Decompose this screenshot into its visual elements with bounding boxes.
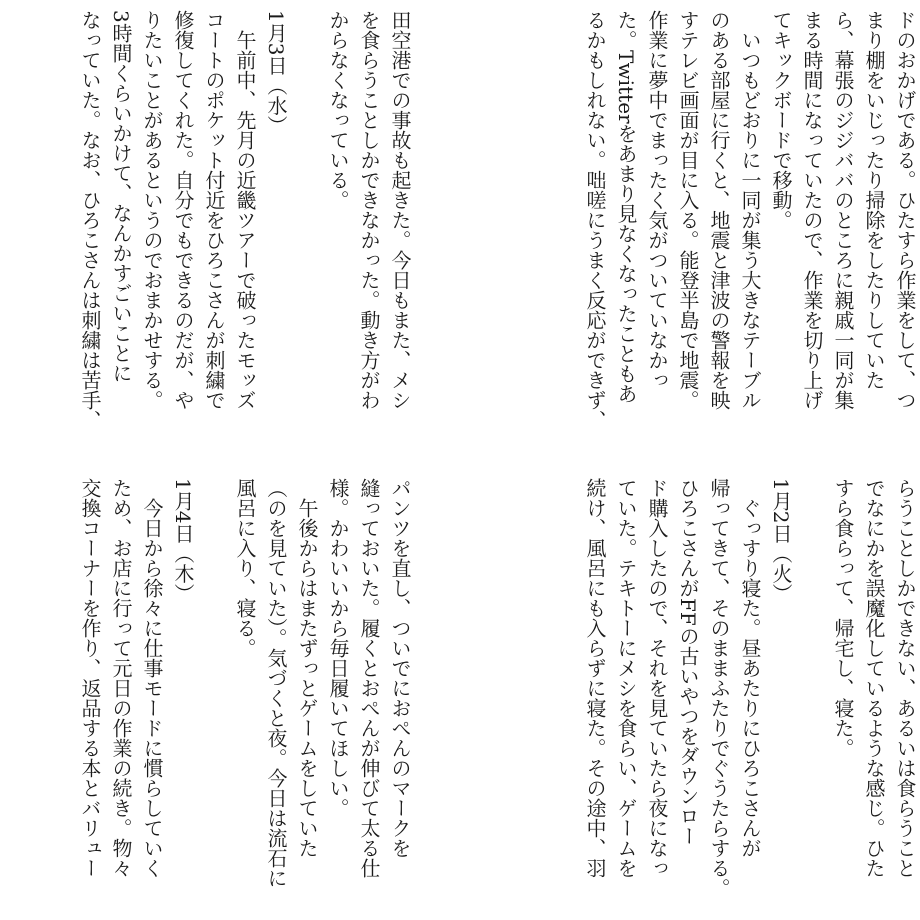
text-line: 縫っておいた。履くとおぺんが伸びて太る仕: [357, 478, 381, 878]
text-line: まる時間になっていたので、作業を切り上げ: [800, 10, 824, 410]
text-line: なっていた。なお、ひろこさんは刺繍は苦手、: [78, 10, 102, 430]
text-line: ドのおかげである。ひたすら作業をして、つ: [893, 10, 917, 410]
text-line: 続け、風呂にも入らずに寝た。その途中、羽: [583, 478, 607, 878]
date-heading: 1月2日（火）: [769, 478, 793, 604]
text-line: りたいことがあるというのでおまかせする。: [140, 10, 164, 410]
text-line: 風呂に入り、寝る。: [233, 478, 257, 658]
text-line: 帰ってきて、そのままふたりでぐうたらする。: [707, 478, 731, 898]
text-line: ひろこさんがFFの古いやつをダウンロー: [676, 478, 700, 846]
text-line: 3時間くらいかけて、なんかすごいことに: [109, 10, 133, 383]
text-line: からなくなっている。: [326, 10, 350, 210]
text-line: 田空港での事故も起きた。今日もまた、メシ: [388, 10, 412, 410]
text-line: ため、お店に行って元日の作業の続き。物々: [109, 478, 133, 878]
text-line: のある部屋に行くと、地震と津波の警報を映: [707, 10, 731, 410]
text-line: でなにかを誤魔化しているような感じ。ひた: [862, 478, 886, 878]
date-heading: 1月3日（水）: [264, 10, 288, 136]
text-line: パンツを直し、ついでにおぺんのマークを: [388, 478, 412, 858]
text-line: らうことしかできない、あるいは食らうこと: [893, 478, 917, 878]
text-line: まり棚をいじったり掃除をしたりしていた: [862, 10, 886, 390]
text-block-top-left: [0, 10, 415, 442]
text-line: （のを見ていた）。気づくと夜。今日は流石に: [264, 478, 288, 888]
text-block-top-right: [540, 10, 920, 442]
text-line: 今日から徐々に仕事モードに慣らしていく: [140, 478, 164, 878]
text-block-bottom-right: [540, 478, 920, 920]
blank-line: [291, 10, 322, 442]
text-line: るかもしれない。咄嗟にうまく反応ができず、: [583, 10, 607, 430]
text-line: てキックボードで移動。: [769, 10, 793, 230]
text-line: 作業に夢中でまったく気がついていなかっ: [645, 10, 669, 390]
blank-line: [796, 478, 827, 920]
text-line: を食らうことしかできなかった。動き方がわ: [357, 10, 381, 410]
text-block-bottom-left: [0, 478, 415, 920]
text-line: 修復してくれた。自分でもできるのだが、や: [171, 10, 195, 410]
text-line: すら食らって、帰宅し、寝た。: [831, 478, 855, 758]
date-heading: 1月4日（木）: [171, 478, 195, 604]
text-line: ら、幕張のジジババのところに親戚一同が集: [831, 10, 855, 410]
blank-line: [198, 478, 229, 920]
text-line: すテレビ画面が目に入る。能登半島で地震。: [676, 10, 700, 410]
text-line: 交換コーナーを作り、返品する本とバリュー: [78, 478, 102, 878]
text-line: 午前中、先月の近畿ツアーで破ったモッズ: [233, 10, 257, 410]
text-line: ド購入したので、それを見ていたら夜になっ: [645, 478, 669, 878]
text-line: た。Twitterをあまり見なくなったこともあ: [614, 10, 638, 404]
text-line: コートのポケット付近をひろこさんが刺繍で: [202, 10, 226, 410]
text-line: 午後からはまたずっとゲームをしていた: [295, 478, 319, 858]
text-line: ていた。テキトーにメシを食らい、ゲームを: [614, 478, 638, 878]
text-line: いつもどおりに一同が集う大きなテーブル: [738, 10, 762, 410]
text-line: 様。かわいいから毎日履いてほしい。: [326, 478, 350, 818]
text-line: ぐっすり寝た。昼あたりにひろこさんが: [738, 478, 762, 858]
